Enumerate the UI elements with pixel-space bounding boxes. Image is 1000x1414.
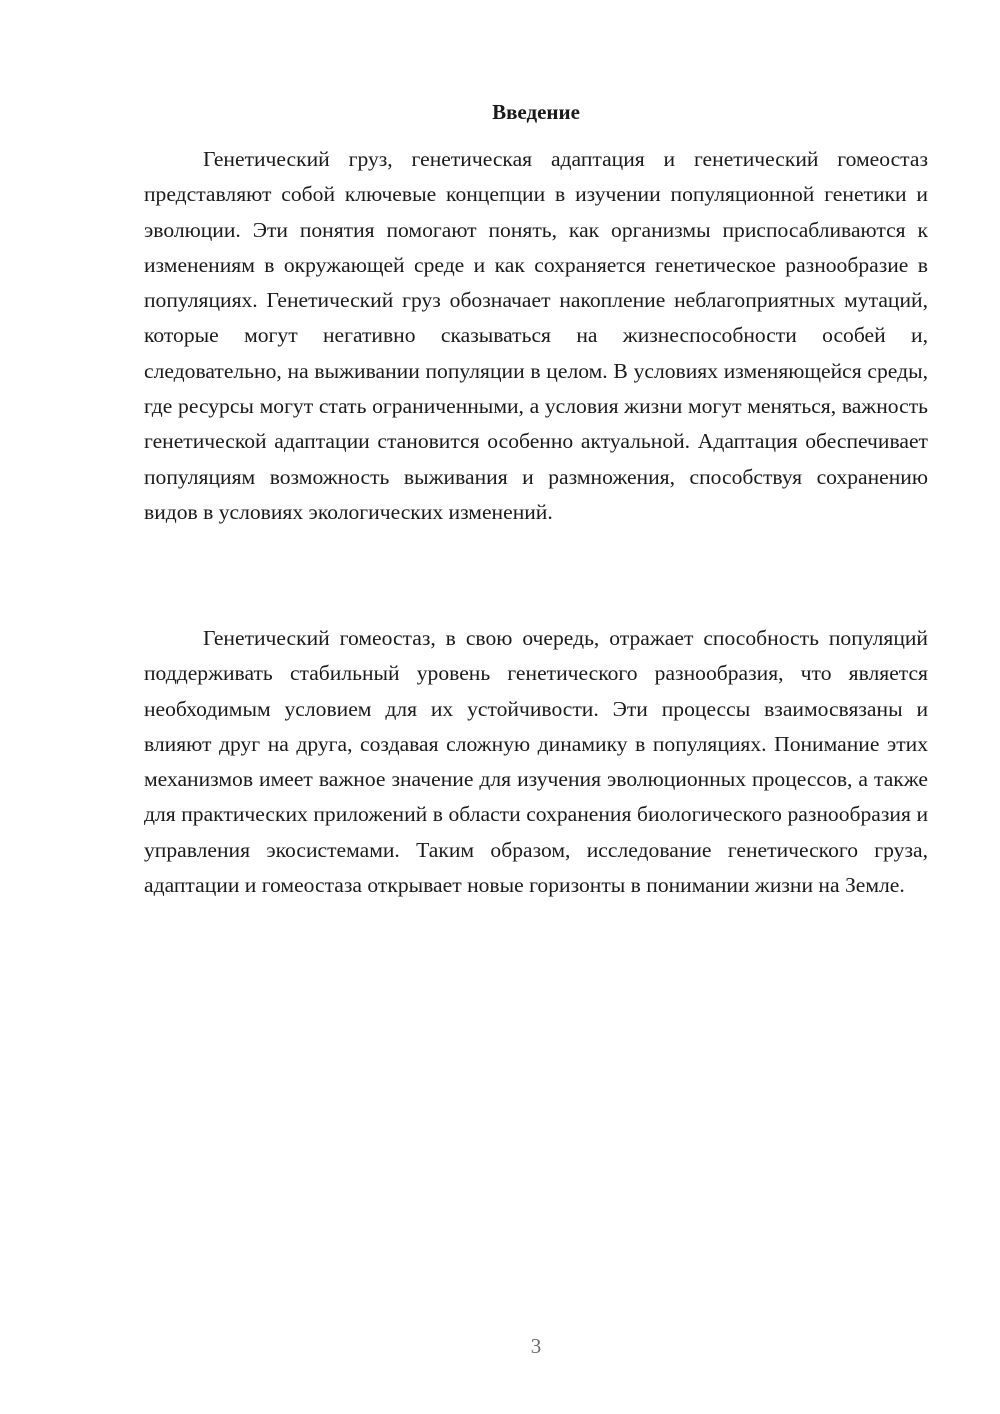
page-number: 3: [530, 1334, 542, 1358]
section-title: Введение: [492, 100, 580, 124]
document-page: [144, 0, 928, 1414]
paragraph-introduction-2: Генетический гомеостаз, в свою очередь, отражает способность популяций поддерживать стабильный уровень генетического разнообразия, что является необходимым условием для их устойчивости. Эти процессы взаимосвязаны и влияют друг на друга, создавая сложную динамику в популяциях. Понимание этих механизмов имеет важное значение для изучения эволюционных процессов, а также для практических приложений в области сохранения биологического разнообразия и управления экосистемами. Таким образом, исследование генетического груза, адаптации и гомеостаза открывает новые горизонты в понимании жизни на Земле.: [144, 626, 928, 898]
paragraph-introduction-1: Генетический груз, генетическая адаптация и генетический гомеостаз представляют собой ключевые концепции в изучении популяционной генетики и эволюции. Эти понятия помогают понять, как организмы приспосабливаются к изменениям в окружающей среде и как сохраняется генетическое разнообразие в популяциях. Генетический груз обозначает накопление неблагоприятных мутаций, которые могут негативно сказываться на жизнеспособности особей и, следовательно, на выживании популяции в целом. В условиях изменяющейся среды, где ресурсы могут стать ограниченными, а условия жизни могут меняться, важность генетической адаптации становится особенно актуальной. Адаптация обеспечивает популяциям возможность выживания и размножения, способствуя сохранению видов в условиях экологических изменений.: [144, 147, 928, 524]
